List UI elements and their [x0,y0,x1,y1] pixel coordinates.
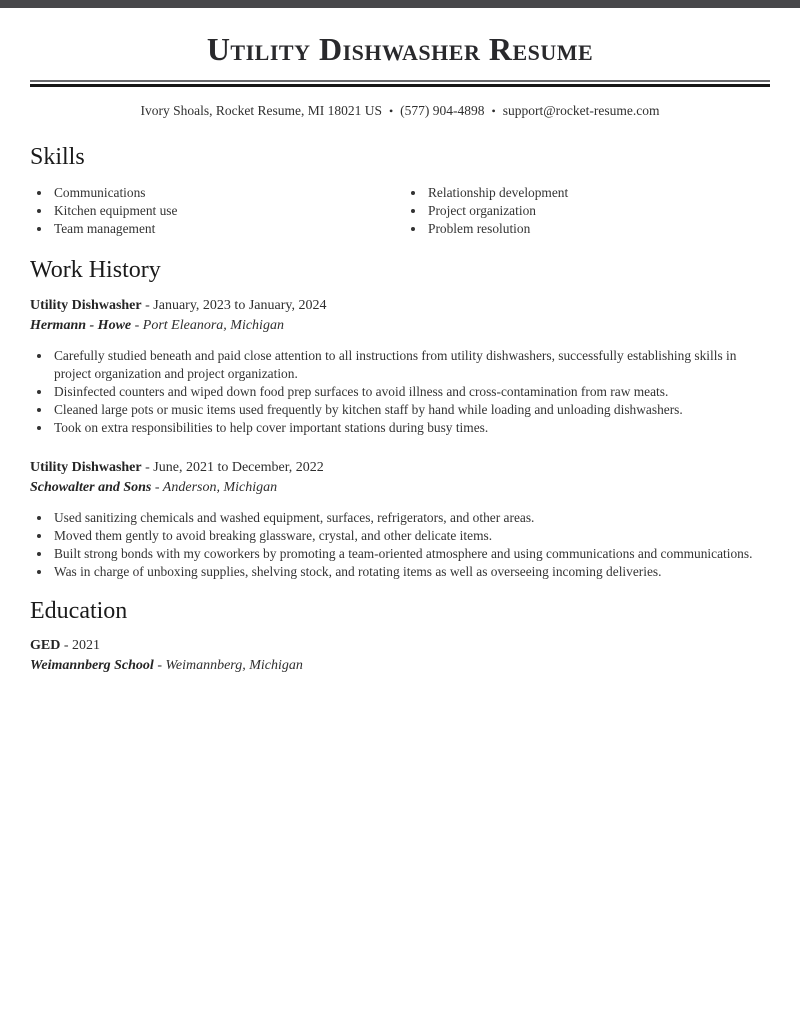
company-name: Hermann - Howe [30,317,132,333]
job-bullet: • Took on extra responsibilities to help cover important stations during busy times. [52,419,770,437]
title-divider [30,80,770,87]
education-heading: Education [30,598,128,625]
job-bullet: • Used sanitizing chemicals and washed equipment, surfaces, refrigerators, and other areas. [52,509,770,527]
dash-separator: - [60,638,73,654]
dash-separator: - [141,297,154,313]
job-company-line [30,479,770,497]
education-degree-line [30,637,770,655]
skills-heading: Skills [30,144,85,170]
dash-separator: - [141,459,154,475]
school-location: Weimannberg, Michigan [165,658,303,674]
dash-separator: - [151,479,163,495]
job-dates: January, 2023 to January, 2024 [153,297,327,313]
dash-separator: - [153,658,166,674]
dash-separator: - [131,317,143,333]
contact-phone: (577) 904-4898 [400,103,485,118]
contact-line [0,103,800,119]
skills-list [30,184,770,239]
company-location: Port Eleanora, Michigan [142,317,284,333]
skill-item: • Kitchen equipment use [52,202,396,220]
job-title-line [30,297,770,315]
skill-item: • Project organization [426,202,770,220]
company-name: Schowalter and Sons [30,479,152,495]
school-name: Weimannberg School [30,658,154,674]
degree-name: GED [30,638,61,654]
resume-title: Utility Dishwasher Resume [206,31,594,67]
contact-email: support@rocket-resume.com [502,103,660,118]
job-title: Utility Dishwasher [30,459,142,475]
job-title: Utility Dishwasher [30,297,142,313]
contact-separator-icon: • [388,104,394,118]
contact-separator-icon: • [491,104,496,118]
job-bullet-list [30,347,770,438]
job-company-line [30,317,770,335]
job-bullet: • Carefully studied beneath and paid close attention to all instructions from utility dishwashers, successfully establishing skills in project organization and project organization. [52,347,770,383]
job-header [30,297,770,335]
skill-item: • Relationship development [426,184,770,202]
job-bullet: • Cleaned large pots or music items used frequently by kitchen staff by hand while loading and unloading dishwashers. [52,401,770,419]
job-header [30,459,770,497]
education-school-line [30,657,770,675]
job-bullet: • Moved them gently to avoid breaking glassware, crystal, and other delicate items. [52,527,770,545]
graduation-year: 2021 [72,638,101,654]
skill-item: • Problem resolution [426,220,770,238]
company-location: Anderson, Michigan [162,479,278,495]
job-bullet-list [30,509,770,582]
skill-item: • Team management [52,220,396,238]
skill-item: • Communications [52,184,396,202]
job-bullet: • Disinfected counters and wiped down food prep surfaces to avoid illness and cross-contamination from raw meats. [52,383,770,401]
job-title-line [30,459,770,477]
page-top-bar [0,0,800,8]
work-history-heading: Work History [30,256,161,283]
resume-content [30,143,770,675]
job-bullet: • Was in charge of unboxing supplies, shelving stock, and rotating items as well as overseeing incoming deliveries. [52,563,770,581]
job-dates: June, 2021 to December, 2022 [153,459,324,475]
contact-location: Ivory Shoals, Rocket Resume, MI 18021 US [140,103,382,118]
job-bullet: • Built strong bonds with my coworkers by promoting a team-oriented atmosphere and using communications and communications. [52,545,770,563]
